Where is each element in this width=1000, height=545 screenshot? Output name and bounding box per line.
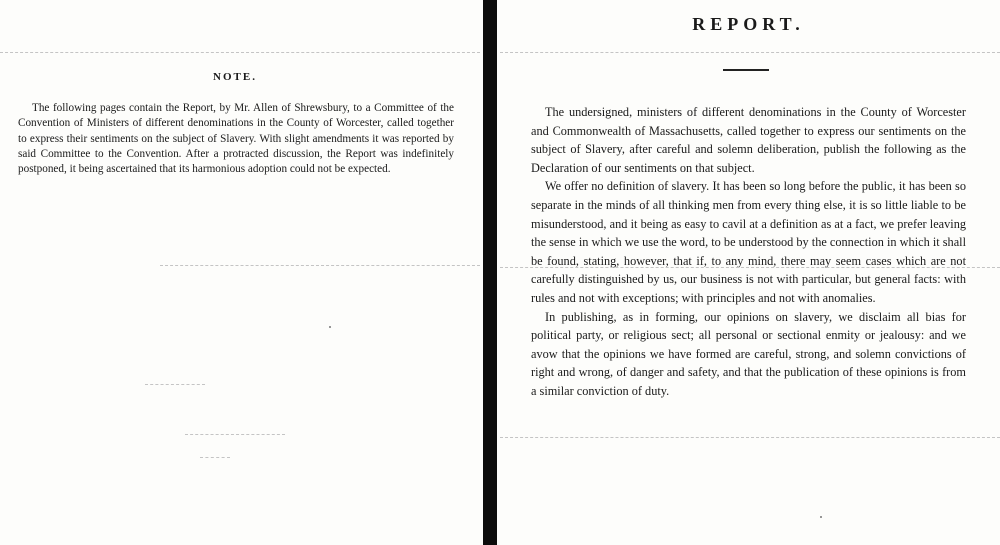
title-rule <box>723 69 769 71</box>
scan-artifact-line <box>185 434 285 435</box>
report-title: REPORT. <box>692 14 805 34</box>
report-paragraph-2: We offer no definition of slavery. It has been so long before the public, it has been so separate in the minds of all thinking men from every thing else, it is so little liable to be misunderstood, and it being as easy to cavil at a definition as at a fact, we prefer leaving the sense in which we use the word, to be understood by the connection in which it shall be found, stating, however, that if, to any mind, there may seem cases which are not carefully distinguished by us, our business is not with particular, but general facts: with rules and not with exceptions; with principles and not with anomalies. <box>531 179 966 305</box>
scan-speck <box>820 516 822 518</box>
report-paragraph-3: In publishing, as in forming, our opinions on slavery, we disclaim all bias for political party, or religious sect; all personal or sectional enmity or jealousy: and we avow that the opinions we have formed are careful, strong, and solemn convictions of right and wrong, of danger and safety, and that the publication of these opinions is from a similar conviction of duty. <box>531 309 966 398</box>
scan-artifact-line <box>200 457 230 458</box>
scan-artifact-line <box>500 437 1000 438</box>
scan-speck <box>329 326 331 328</box>
note-heading: NOTE. <box>213 71 257 83</box>
scan-artifact-line <box>0 52 480 53</box>
left-page <box>0 0 483 545</box>
right-page <box>497 0 1000 545</box>
scan-artifact-line <box>500 267 1000 268</box>
scan-artifact-line <box>145 384 205 385</box>
scan-artifact-line <box>500 52 1000 53</box>
report-body <box>531 103 966 401</box>
book-gutter <box>483 0 497 545</box>
report-paragraph-1: The undersigned, ministers of different denominations in the County of Worcester and Commonwealth of Massachusetts, called together to express our sentiments on the subject of Slavery, after careful and solemn deliberation, publish the following as the Declaration of our sentiments on that subject. <box>531 105 966 175</box>
note-body: The following pages contain the Report, by Mr. Allen of Shrewsbury, to a Committee of the Convention of Ministers of different denominations in the County of Worcester, called together to express their sentiments on the subject of Slavery. With slight amendments it was reported by said Committee to the Convention. After a protracted discussion, the Report was indefinitely postponed, it being ascertained that its harmonious adoption could not be expected. <box>18 102 454 176</box>
scan-artifact-line <box>160 265 480 266</box>
